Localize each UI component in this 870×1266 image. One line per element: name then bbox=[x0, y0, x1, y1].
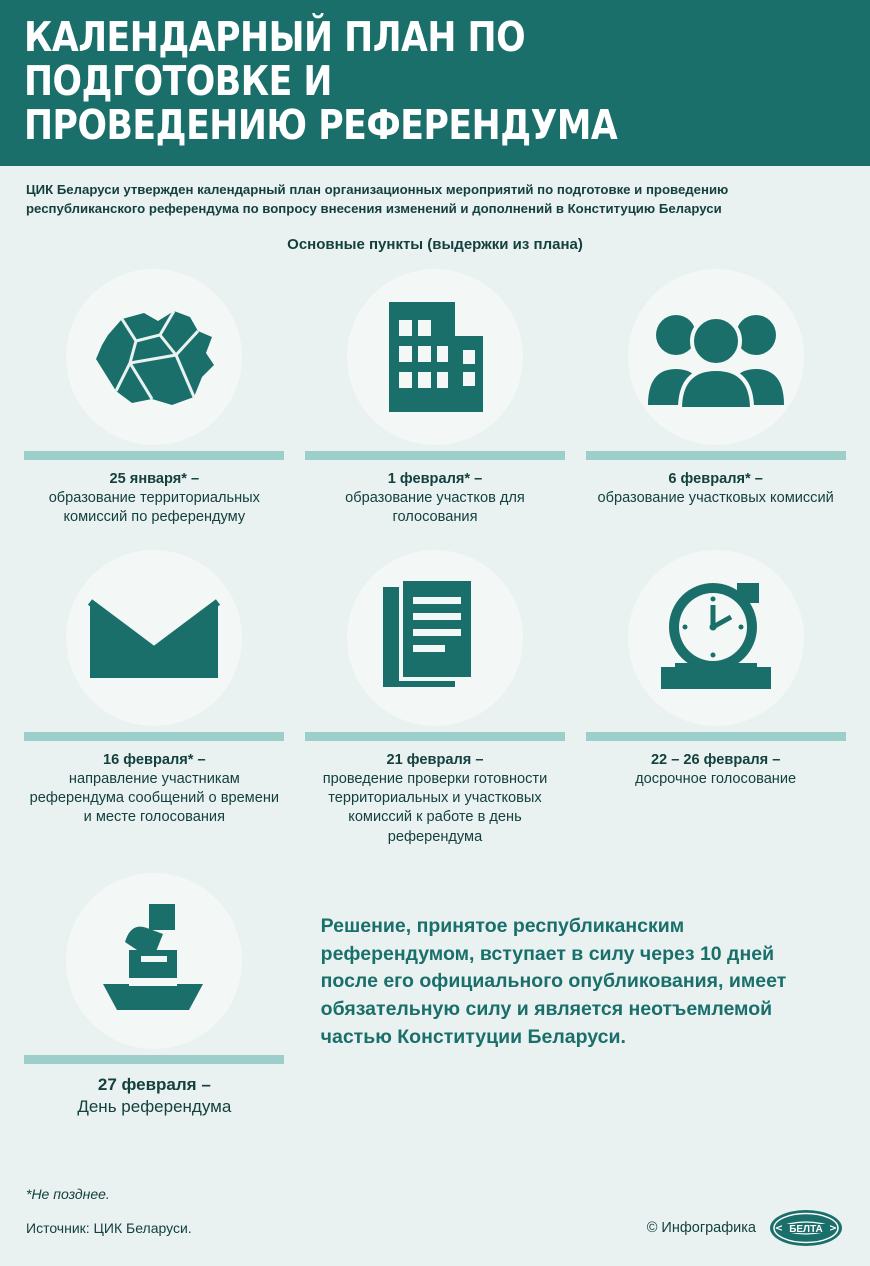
item-caption bbox=[24, 470, 285, 528]
page-title bbox=[24, 13, 797, 149]
timeline-item bbox=[575, 544, 856, 863]
item-caption bbox=[77, 1074, 231, 1119]
bottom-section bbox=[0, 863, 870, 1119]
copyright-text: © Инфографика bbox=[646, 1220, 756, 1236]
item-caption bbox=[24, 751, 285, 828]
item-divider-bar bbox=[24, 732, 284, 741]
item-divider-bar bbox=[305, 732, 565, 741]
building-icon bbox=[375, 292, 495, 422]
icon-circle bbox=[347, 550, 523, 726]
icon-circle bbox=[628, 269, 804, 445]
item-date: 1 февраля* – bbox=[387, 470, 483, 487]
item-caption bbox=[305, 751, 566, 847]
item-caption bbox=[305, 470, 566, 528]
clock-icon bbox=[651, 575, 781, 700]
item-text: День референдума bbox=[77, 1097, 232, 1117]
timeline-item bbox=[14, 544, 295, 863]
timeline-item bbox=[295, 263, 576, 544]
item-date: 22 – 26 февраля – bbox=[650, 751, 781, 768]
timeline-item bbox=[575, 263, 856, 544]
item-date: 16 февраля* – bbox=[103, 751, 206, 768]
item-date: 21 февраля – bbox=[386, 751, 484, 768]
timeline-item-final bbox=[14, 867, 295, 1119]
page-title-line-1: КАЛЕНДАРНЫЙ ПЛАН ПО ПОДГОТОВКЕ И bbox=[24, 13, 526, 105]
item-date: 25 января* – bbox=[109, 470, 200, 487]
item-text: образование участковых комиссий bbox=[597, 490, 834, 507]
subtitle: Основные пункты (выдержки из плана) bbox=[287, 235, 583, 253]
item-divider-bar bbox=[24, 1055, 284, 1064]
item-text: образование участков для голосования bbox=[345, 490, 525, 526]
item-text: проведение проверки готовности территориальных и участковых комиссий к работе в день референдума bbox=[322, 770, 548, 845]
item-text: направление участникам референдума сообщений о времени и месте голосования bbox=[29, 770, 280, 826]
statement-text: Решение, принятое республиканским референдумом, вступает в силу через 10 дней после его официального опубликования, имеет обязательную силу и является неотъемлемой частью Конституции Беларуси. bbox=[320, 914, 787, 1048]
timeline-item bbox=[14, 263, 295, 544]
ballot-box-icon bbox=[89, 898, 219, 1023]
source-text: Источник: ЦИК Беларуси. bbox=[26, 1220, 192, 1236]
item-divider-bar bbox=[586, 451, 846, 460]
header bbox=[0, 0, 870, 166]
timeline-grid bbox=[0, 263, 870, 863]
icon-circle bbox=[347, 269, 523, 445]
icon-circle bbox=[66, 269, 242, 445]
item-date: 27 февраля – bbox=[97, 1074, 211, 1094]
envelope-icon bbox=[84, 588, 224, 688]
footnote: *Не позднее. bbox=[26, 1186, 110, 1202]
icon-circle bbox=[66, 873, 242, 1049]
timeline-item bbox=[295, 544, 576, 863]
item-divider-bar bbox=[586, 732, 846, 741]
svg-text:БЕЛТА: БЕЛТА bbox=[789, 1224, 823, 1235]
item-date: 6 февраля* – bbox=[668, 470, 763, 487]
icon-circle bbox=[66, 550, 242, 726]
item-text: образование территориальных комиссий по референдуму bbox=[48, 490, 260, 526]
item-text: досрочное голосование bbox=[635, 770, 797, 787]
people-group-icon bbox=[646, 297, 786, 417]
intro-text: ЦИК Беларуси утвержден календарный план организационных мероприятий по подготовке и проведению республиканского референдума по вопросу внесения изменений и дополнений в Конституцию Беларуси bbox=[26, 181, 729, 216]
item-divider-bar bbox=[305, 451, 565, 460]
item-divider-bar bbox=[24, 451, 284, 460]
map-belarus-icon bbox=[86, 301, 222, 413]
footer bbox=[0, 1174, 870, 1266]
documents-icon bbox=[375, 573, 495, 703]
item-caption bbox=[598, 470, 834, 509]
item-caption bbox=[635, 751, 796, 790]
belta-logo bbox=[768, 1208, 844, 1248]
icon-circle bbox=[628, 550, 804, 726]
page-title-line-2: ПРОВЕДЕНИЮ РЕФЕРЕНДУМА bbox=[24, 100, 618, 149]
